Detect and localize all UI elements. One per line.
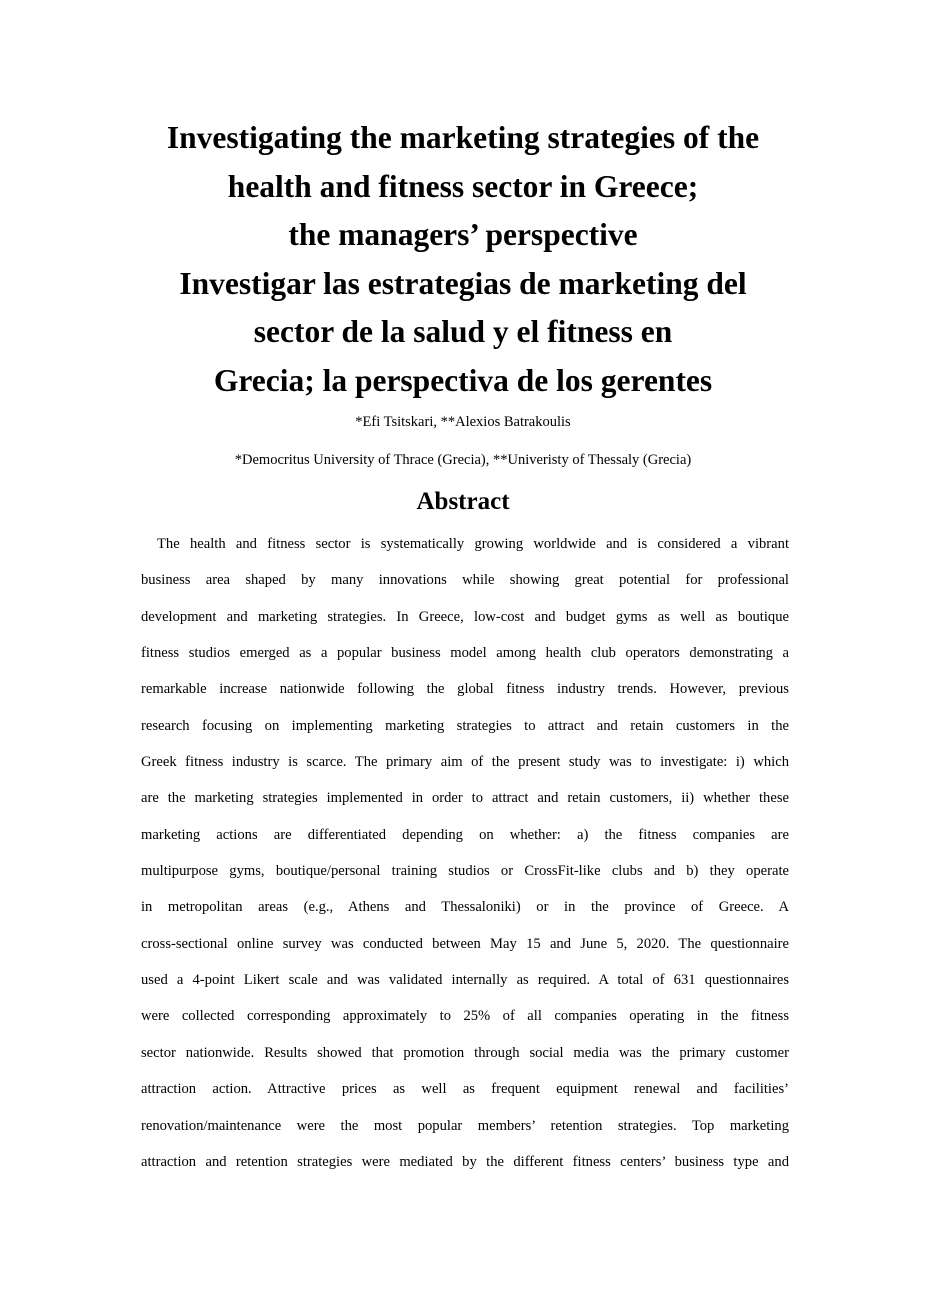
title-line: health and fitness sector in Greece; [227, 168, 699, 204]
abstract-line: remarkable increase nationwide following the global fitness industry trends. However, previous [141, 681, 789, 698]
abstract-line: renovation/maintenance were the most popular members’ retention strategies. Top marketing [141, 1117, 789, 1134]
abstract-line: The health and fitness sector is systematically growing worldwide and is considered a vibrant [157, 536, 789, 552]
abstract-line: research focusing on implementing marketing strategies to attract and retain customers in the [141, 717, 789, 734]
abstract-line: multipurpose gyms, boutique/personal training studios or CrossFit-like clubs and b) they operate [141, 863, 789, 880]
abstract-line: development and marketing strategies. In Greece, low-cost and budget gyms as well as boutique [141, 608, 789, 625]
paper-title [120, 114, 806, 405]
abstract-line: are the marketing strategies implemented in order to attract and retain customers, ii) whether these [141, 790, 789, 807]
abstract-line: cross-sectional online survey was conducted between May 15 and June 5, 2020. The questionnaire [141, 935, 789, 952]
abstract-body [141, 532, 789, 1186]
title-line: the managers’ perspective [288, 217, 638, 252]
abstract-line: were collected corresponding approximately to 25% of all companies operating in the fitness [141, 1008, 789, 1025]
abstract-line: in metropolitan areas (e.g., Athens and Thessaloniki) or in the province of Greece. A [141, 899, 789, 916]
title-line: sector de la salud y el fitness en [253, 314, 673, 349]
title-line: Investigar las estrategias de marketing del [179, 265, 747, 301]
title-line: Grecia; la perspectiva de los gerentes [213, 362, 713, 398]
abstract-line: fitness studios emerged as a popular business model among health club operators demonstrating a [141, 645, 789, 662]
abstract-line: sector nationwide. Results showed that promotion through social media was the primary customer [141, 1044, 789, 1061]
affiliations: *Democritus University of Thrace (Grecia), **Univeristy of Thessaly (Grecia) [234, 452, 692, 468]
authors: *Efi Tsitskari, **Alexios Batrakoulis [355, 414, 571, 430]
abstract-line: business area shaped by many innovations while showing great potential for professional [141, 572, 789, 589]
abstract-line: marketing actions are differentiated depending on whether: a) the fitness companies are [141, 826, 789, 843]
abstract-line: attraction and retention strategies were mediated by the different fitness centers’ business type and [141, 1153, 789, 1170]
abstract-line: used a 4-point Likert scale and was validated internally as required. A total of 631 questionnaires [141, 972, 789, 989]
abstract-heading: Abstract [416, 488, 510, 515]
abstract-line: Greek fitness industry is scarce. The primary aim of the present study was to investigate: i) which [141, 754, 789, 771]
title-line: Investigating the marketing strategies of the [166, 120, 760, 155]
abstract-line: attraction action. Attractive prices as well as frequent equipment renewal and facilities’ [141, 1081, 789, 1098]
